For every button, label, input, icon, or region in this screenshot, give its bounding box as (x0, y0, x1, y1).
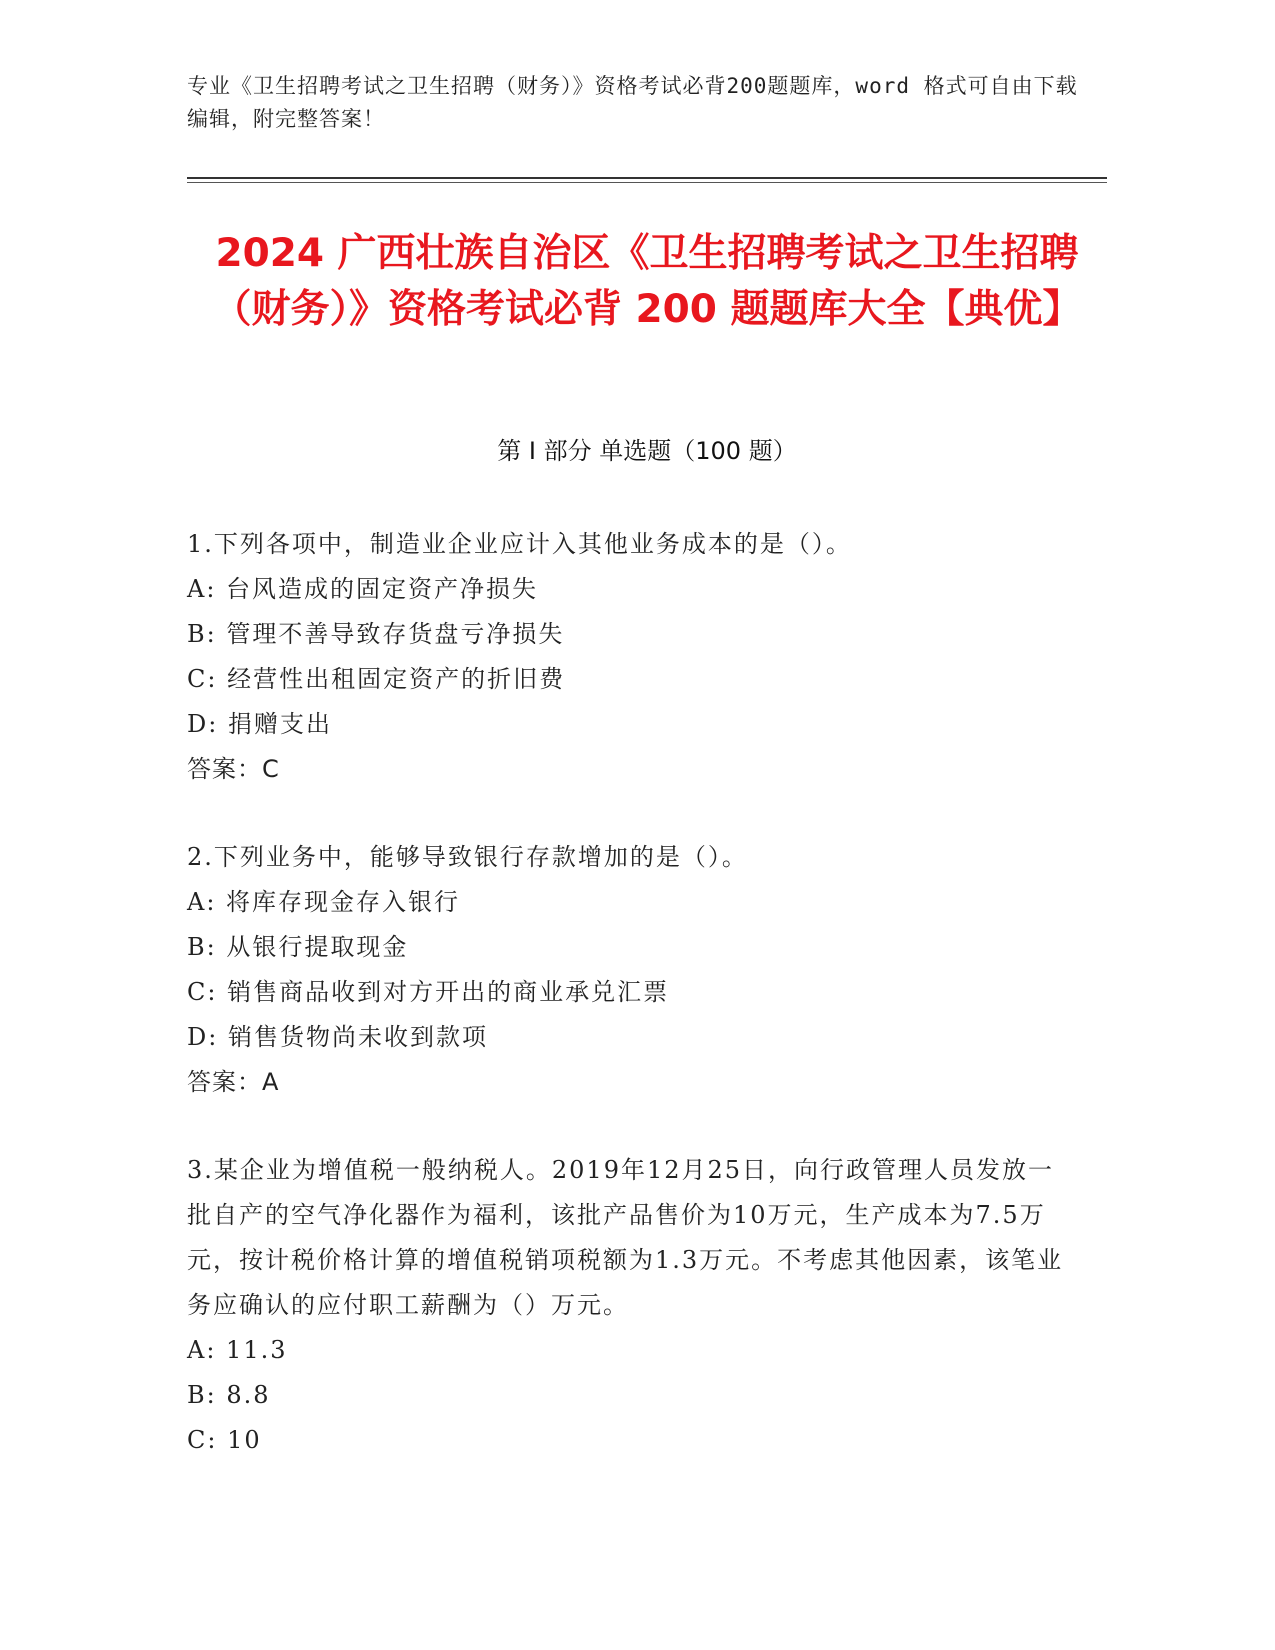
document-title: 2024 广西壮族自治区《卫生招聘考试之卫生招聘（财务）》资格考试必背 200 题题库大全【典优】 (212, 231, 1082, 332)
option-b: B: 8.8 (187, 1381, 271, 1409)
option-b: B: 从银行提取现金 (187, 933, 409, 961)
section-title: 第 I 部分 单选题（100 题） (497, 437, 797, 465)
option-a: A: 11.3 (187, 1336, 288, 1364)
answer: 答案：A (187, 1068, 280, 1096)
answer: 答案：C (187, 755, 280, 783)
question-stem: 2.下列业务中，能够导致银行存款增加的是（）。 (187, 843, 748, 871)
option-c: C: 销售商品收到对方开出的商业承兑汇票 (187, 978, 670, 1006)
question-3 (187, 1148, 1067, 1463)
question-2 (187, 835, 1067, 1105)
option-c: C: 10 (187, 1426, 262, 1454)
option-d: D: 捐赠支出 (187, 710, 332, 738)
option-a: A: 将库存现金存入银行 (187, 888, 461, 916)
question-stem: 1.下列各项中，制造业企业应计入其他业务成本的是（）。 (187, 530, 852, 558)
header-divider-thin (187, 182, 1107, 183)
question-1 (187, 522, 1067, 792)
option-b: B: 管理不善导致存货盘亏净损失 (187, 620, 565, 648)
question-list (187, 522, 1067, 1506)
option-a: A: 台风造成的固定资产净损失 (187, 575, 539, 603)
option-d: D: 销售货物尚未收到款项 (187, 1023, 488, 1051)
header-note: 专业《卫生招聘考试之卫生招聘（财务）》资格考试必背200题题库，word 格式可自由下载编辑，附完整答案！ (187, 74, 1078, 131)
question-stem: 3.某企业为增值税一般纳税人。2019年12月25日，向行政管理人员发放一批自产的空气净化器作为福利，该批产品售价为10万元，生产成本为7.5万元，按计税价格计算的增值税销项税额为1.3万元。不考虑其他因素，该笔业务应确认的应付职工薪酬为（）万元。 (187, 1156, 1064, 1319)
option-c: C: 经营性出租固定资产的折旧费 (187, 665, 566, 693)
header-divider-thick (187, 177, 1107, 179)
